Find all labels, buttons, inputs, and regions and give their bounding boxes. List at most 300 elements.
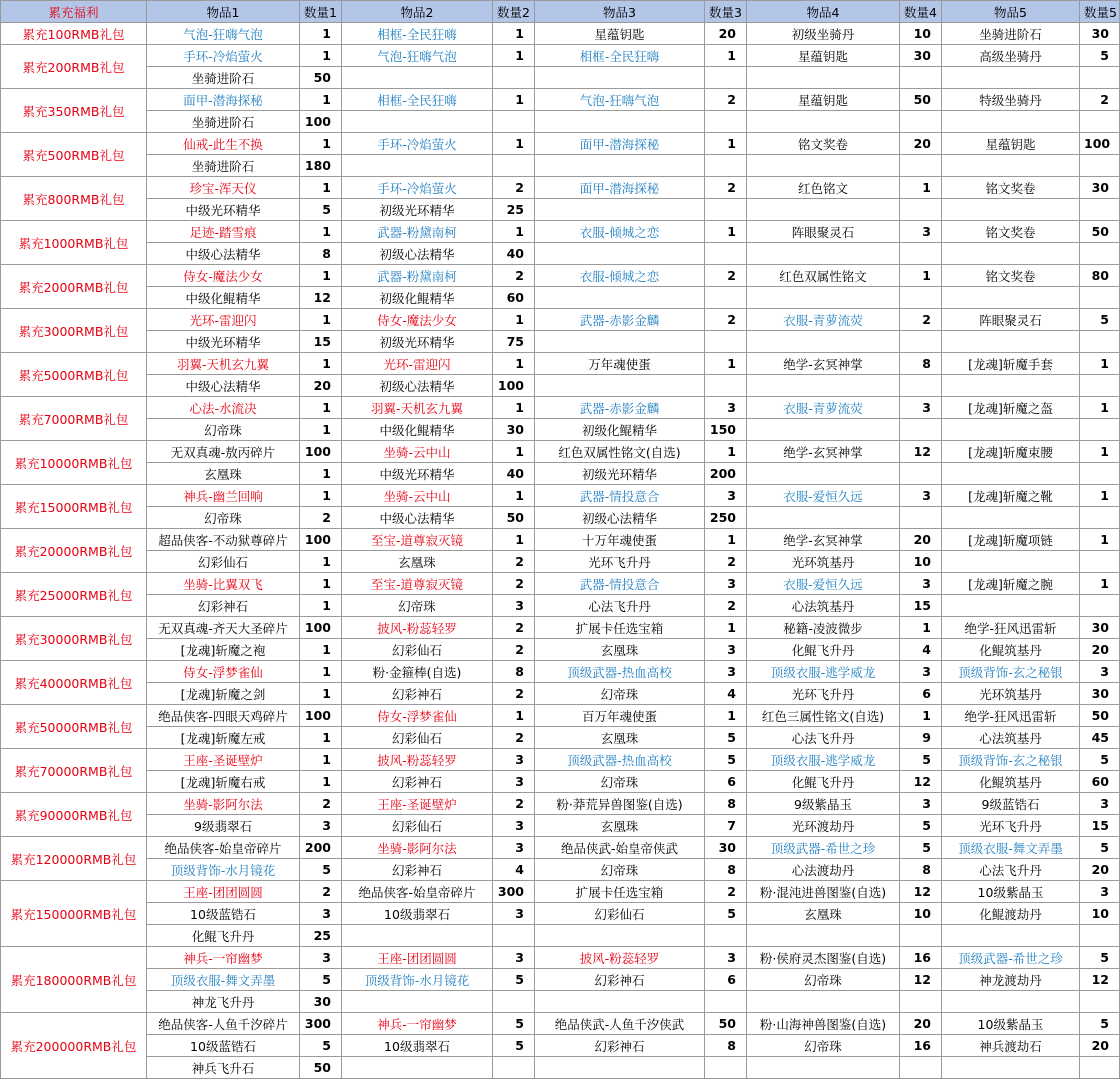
- item-cell: 心法飞升丹: [747, 727, 900, 749]
- qty-cell: 45: [1080, 727, 1120, 749]
- qty-cell: 5: [1080, 309, 1120, 331]
- item-cell: 羽翼-天机玄九翼: [147, 353, 300, 375]
- item-cell: 坐骑进阶石: [147, 67, 300, 89]
- item-cell: 武器-赤影金麟: [535, 397, 705, 419]
- qty-cell: [705, 375, 747, 397]
- qty-cell: 2: [705, 177, 747, 199]
- qty-cell: 2: [705, 551, 747, 573]
- qty-cell: 50: [1080, 705, 1120, 727]
- item-cell: 武器-情投意合: [535, 573, 705, 595]
- qty-cell: 300: [493, 881, 535, 903]
- tier-label: 累充15000RMB礼包: [1, 485, 147, 529]
- table-row: [1, 551, 1120, 573]
- qty-cell: [900, 375, 942, 397]
- item-cell: 侍女-魔法少女: [342, 309, 493, 331]
- table-row: [1, 1057, 1120, 1079]
- qty-cell: 5: [493, 1013, 535, 1035]
- item-cell: [747, 375, 900, 397]
- qty-cell: 50: [900, 89, 942, 111]
- qty-cell: 100: [300, 111, 342, 133]
- qty-cell: 16: [900, 947, 942, 969]
- table-row: [1, 705, 1120, 727]
- qty-cell: [900, 991, 942, 1013]
- qty-cell: 1: [300, 309, 342, 331]
- item-cell: 10级紫晶玉: [942, 1013, 1080, 1035]
- item-cell: [942, 595, 1080, 617]
- qty-cell: 30: [1080, 177, 1120, 199]
- item-cell: [747, 419, 900, 441]
- item-cell: 十万年魂使蛋: [535, 529, 705, 551]
- item-cell: [747, 199, 900, 221]
- item-cell: 化鲲飞升丹: [147, 925, 300, 947]
- item-cell: 王座-团团圆圆: [147, 881, 300, 903]
- item-cell: 扩展卡任选宝箱: [535, 881, 705, 903]
- tier-label: 累充2000RMB礼包: [1, 265, 147, 309]
- qty-cell: 5: [900, 837, 942, 859]
- tier-label: 累充20000RMB礼包: [1, 529, 147, 573]
- item-cell: 中级心法精华: [342, 507, 493, 529]
- item-cell: 顶级背饰-玄之秘银: [942, 749, 1080, 771]
- item-cell: [942, 991, 1080, 1013]
- qty-cell: 1: [300, 177, 342, 199]
- item-cell: 9级翡翠石: [147, 815, 300, 837]
- table-row: [1, 199, 1120, 221]
- qty-cell: 100: [300, 529, 342, 551]
- qty-cell: 1: [493, 23, 535, 45]
- item-cell: 粉·侯府灵杰图鉴(自选): [747, 947, 900, 969]
- item-cell: 顶级衣服-舞文弄墨: [147, 969, 300, 991]
- item-cell: 初级心法精华: [535, 507, 705, 529]
- qty-cell: 200: [300, 837, 342, 859]
- header-qty2: 数量2: [493, 1, 535, 23]
- item-cell: 星蕴钥匙: [942, 133, 1080, 155]
- qty-cell: 4: [900, 639, 942, 661]
- qty-cell: 7: [705, 815, 747, 837]
- header-item3: 物品3: [535, 1, 705, 23]
- qty-cell: 1: [493, 221, 535, 243]
- item-cell: 9级紫晶玉: [747, 793, 900, 815]
- item-cell: 羽翼-天机玄九翼: [342, 397, 493, 419]
- tier-label: 累充10000RMB礼包: [1, 441, 147, 485]
- table-row: [1, 23, 1120, 45]
- qty-cell: 1: [300, 573, 342, 595]
- item-cell: [942, 243, 1080, 265]
- qty-cell: 2: [705, 595, 747, 617]
- item-cell: 绝学-狂风迅雷斩: [942, 617, 1080, 639]
- item-cell: 衣服-爱恒久远: [747, 485, 900, 507]
- qty-cell: [900, 463, 942, 485]
- item-cell: 王座-圣诞壁炉: [342, 793, 493, 815]
- header-qty5: 数量5: [1080, 1, 1120, 23]
- qty-cell: [1080, 287, 1120, 309]
- item-cell: 武器-粉黛南柯: [342, 221, 493, 243]
- table-row: [1, 441, 1120, 463]
- qty-cell: [1080, 331, 1120, 353]
- header-qty4: 数量4: [900, 1, 942, 23]
- qty-cell: 3: [1080, 793, 1120, 815]
- table-row: [1, 221, 1120, 243]
- tier-label: 累充150000RMB礼包: [1, 881, 147, 947]
- item-cell: 气泡-狂嗨气泡: [342, 45, 493, 67]
- item-cell: 粉·混沌进兽图鉴(自选): [747, 881, 900, 903]
- item-cell: 武器-赤影金麟: [535, 309, 705, 331]
- table-row: [1, 903, 1120, 925]
- item-cell: 幻帝珠: [535, 859, 705, 881]
- qty-cell: 2: [493, 683, 535, 705]
- qty-cell: 2: [493, 727, 535, 749]
- item-cell: 神龙飞升丹: [147, 991, 300, 1013]
- qty-cell: 6: [705, 969, 747, 991]
- item-cell: 光环-雷迎闪: [147, 309, 300, 331]
- item-cell: 幻彩仙石: [342, 639, 493, 661]
- item-cell: 幻彩神石: [342, 683, 493, 705]
- qty-cell: 3: [705, 639, 747, 661]
- qty-cell: 100: [300, 617, 342, 639]
- qty-cell: 1: [493, 529, 535, 551]
- qty-cell: 1: [493, 89, 535, 111]
- qty-cell: 1: [300, 551, 342, 573]
- qty-cell: 3: [705, 661, 747, 683]
- item-cell: 神兵-一帘幽梦: [342, 1013, 493, 1035]
- table-row: [1, 507, 1120, 529]
- qty-cell: 1: [705, 353, 747, 375]
- qty-cell: [493, 155, 535, 177]
- item-cell: [942, 551, 1080, 573]
- qty-cell: [493, 925, 535, 947]
- qty-cell: 1: [300, 463, 342, 485]
- item-cell: [535, 1057, 705, 1079]
- item-cell: [龙魂]斩魔之剑: [147, 683, 300, 705]
- qty-cell: 1: [900, 265, 942, 287]
- qty-cell: 1: [300, 397, 342, 419]
- qty-cell: 2: [493, 551, 535, 573]
- qty-cell: 3: [300, 947, 342, 969]
- qty-cell: [493, 991, 535, 1013]
- table-row: [1, 89, 1120, 111]
- qty-cell: 10: [900, 551, 942, 573]
- tier-label: 累充120000RMB礼包: [1, 837, 147, 881]
- tier-label: 累充200RMB礼包: [1, 45, 147, 89]
- qty-cell: 1: [300, 45, 342, 67]
- item-cell: 玄凰珠: [535, 815, 705, 837]
- qty-cell: 20: [1080, 859, 1120, 881]
- item-cell: [342, 1057, 493, 1079]
- item-cell: 中级化鲲精华: [342, 419, 493, 441]
- qty-cell: 5: [493, 1035, 535, 1057]
- qty-cell: 2: [300, 793, 342, 815]
- item-cell: [942, 375, 1080, 397]
- item-cell: [342, 991, 493, 1013]
- item-cell: 心法渡劫丹: [747, 859, 900, 881]
- item-cell: 武器-粉黛南柯: [342, 265, 493, 287]
- qty-cell: 1: [1080, 353, 1120, 375]
- qty-cell: 16: [900, 1035, 942, 1057]
- item-cell: 铭文奖卷: [747, 133, 900, 155]
- qty-cell: 1: [1080, 485, 1120, 507]
- qty-cell: 60: [1080, 771, 1120, 793]
- item-cell: 光环飞升丹: [535, 551, 705, 573]
- table-row: [1, 793, 1120, 815]
- qty-cell: 5: [705, 903, 747, 925]
- item-cell: 星蕴钥匙: [747, 45, 900, 67]
- qty-cell: 80: [1080, 265, 1120, 287]
- qty-cell: 8: [705, 793, 747, 815]
- item-cell: 幻帝珠: [747, 1035, 900, 1057]
- header-item1: 物品1: [147, 1, 300, 23]
- item-cell: [942, 155, 1080, 177]
- qty-cell: 3: [493, 815, 535, 837]
- header-item4: 物品4: [747, 1, 900, 23]
- item-cell: 初级光环精华: [342, 199, 493, 221]
- table-row: [1, 881, 1120, 903]
- item-cell: 幻彩仙石: [535, 903, 705, 925]
- item-cell: [535, 155, 705, 177]
- qty-cell: 5: [900, 815, 942, 837]
- qty-cell: 20: [1080, 639, 1120, 661]
- qty-cell: [705, 331, 747, 353]
- table-row: [1, 947, 1120, 969]
- item-cell: [942, 67, 1080, 89]
- item-cell: 王座-团团圆圆: [342, 947, 493, 969]
- qty-cell: [900, 243, 942, 265]
- item-cell: 初级心法精华: [342, 243, 493, 265]
- item-cell: 神兵飞升石: [147, 1057, 300, 1079]
- item-cell: [535, 243, 705, 265]
- table-row: [1, 969, 1120, 991]
- qty-cell: [1080, 925, 1120, 947]
- qty-cell: [1080, 1057, 1120, 1079]
- item-cell: 玄凰珠: [747, 903, 900, 925]
- qty-cell: 1: [900, 617, 942, 639]
- table-row: [1, 45, 1120, 67]
- qty-cell: 8: [705, 859, 747, 881]
- item-cell: 披风-粉蕊轻罗: [535, 947, 705, 969]
- item-cell: [747, 925, 900, 947]
- item-cell: 10级翡翠石: [342, 903, 493, 925]
- item-cell: 衣服-倾城之恋: [535, 265, 705, 287]
- item-cell: 9级蓝锆石: [942, 793, 1080, 815]
- qty-cell: 5: [705, 749, 747, 771]
- qty-cell: 3: [900, 485, 942, 507]
- qty-cell: [900, 1057, 942, 1079]
- qty-cell: 5: [1080, 1013, 1120, 1035]
- tier-label: 累充350RMB礼包: [1, 89, 147, 133]
- qty-cell: [705, 111, 747, 133]
- qty-cell: 3: [705, 573, 747, 595]
- item-cell: [龙魂]斩魔左戒: [147, 727, 300, 749]
- item-cell: 中级心法精华: [147, 243, 300, 265]
- item-cell: 手环-冷焰萤火: [147, 45, 300, 67]
- qty-cell: 1: [900, 705, 942, 727]
- item-cell: 心法筑基丹: [942, 727, 1080, 749]
- tier-label: 累充70000RMB礼包: [1, 749, 147, 793]
- item-cell: 心法-水流决: [147, 397, 300, 419]
- item-cell: 顶级武器-希世之珍: [942, 947, 1080, 969]
- qty-cell: [900, 287, 942, 309]
- item-cell: 衣服-爱恒久远: [747, 573, 900, 595]
- item-cell: [龙魂]斩魔之盔: [942, 397, 1080, 419]
- item-cell: 10级蓝锆石: [147, 1035, 300, 1057]
- item-cell: 铭文奖卷: [942, 265, 1080, 287]
- table-row: [1, 573, 1120, 595]
- qty-cell: 1: [300, 639, 342, 661]
- item-cell: 神兵-幽兰回响: [147, 485, 300, 507]
- tier-label: 累充500RMB礼包: [1, 133, 147, 177]
- tier-label: 累充40000RMB礼包: [1, 661, 147, 705]
- item-cell: 初级化鲲精华: [535, 419, 705, 441]
- qty-cell: 20: [1080, 1035, 1120, 1057]
- tier-label: 累充1000RMB礼包: [1, 221, 147, 265]
- item-cell: 王座-圣诞壁炉: [147, 749, 300, 771]
- qty-cell: 3: [705, 397, 747, 419]
- item-cell: 坐骑进阶石: [942, 23, 1080, 45]
- item-cell: [342, 111, 493, 133]
- qty-cell: 3: [900, 397, 942, 419]
- item-cell: 10级紫晶玉: [942, 881, 1080, 903]
- qty-cell: 5: [300, 859, 342, 881]
- qty-cell: 2: [300, 507, 342, 529]
- qty-cell: 2: [705, 881, 747, 903]
- qty-cell: 5: [1080, 45, 1120, 67]
- qty-cell: [705, 199, 747, 221]
- item-cell: 中级光环精华: [147, 199, 300, 221]
- item-cell: 绝品侠客-四眼天鸡碎片: [147, 705, 300, 727]
- table-row: [1, 67, 1120, 89]
- qty-cell: 12: [900, 441, 942, 463]
- item-cell: [342, 925, 493, 947]
- qty-cell: 1: [1080, 397, 1120, 419]
- item-cell: [747, 243, 900, 265]
- qty-cell: 30: [705, 837, 747, 859]
- qty-cell: [1080, 67, 1120, 89]
- qty-cell: [493, 1057, 535, 1079]
- qty-cell: 2: [493, 793, 535, 815]
- qty-cell: 1: [300, 353, 342, 375]
- item-cell: 初级坐骑丹: [747, 23, 900, 45]
- qty-cell: 3: [900, 221, 942, 243]
- qty-cell: 25: [493, 199, 535, 221]
- qty-cell: 4: [493, 859, 535, 881]
- qty-cell: 1: [493, 397, 535, 419]
- qty-cell: 1: [300, 661, 342, 683]
- item-cell: 无双真魂-敖丙碎片: [147, 441, 300, 463]
- table-row: [1, 243, 1120, 265]
- item-cell: [535, 199, 705, 221]
- item-cell: [535, 287, 705, 309]
- item-cell: [747, 507, 900, 529]
- item-cell: [942, 331, 1080, 353]
- item-cell: 衣服-青萝流荧: [747, 397, 900, 419]
- item-cell: 顶级武器-热血高校: [535, 661, 705, 683]
- item-cell: 顶级武器-热血高校: [535, 749, 705, 771]
- item-cell: 面甲-潜海探秘: [147, 89, 300, 111]
- item-cell: 仙戒-此生不换: [147, 133, 300, 155]
- item-cell: 坐骑-比翼双飞: [147, 573, 300, 595]
- item-cell: [535, 67, 705, 89]
- item-cell: 坐骑-影阿尔法: [147, 793, 300, 815]
- item-cell: [942, 925, 1080, 947]
- item-cell: 光环-雷迎闪: [342, 353, 493, 375]
- qty-cell: 3: [1080, 881, 1120, 903]
- qty-cell: 10: [900, 23, 942, 45]
- item-cell: 心法筑基丹: [747, 595, 900, 617]
- qty-cell: [705, 243, 747, 265]
- qty-cell: 3: [900, 573, 942, 595]
- qty-cell: [1080, 991, 1120, 1013]
- item-cell: 阵眼聚灵石: [942, 309, 1080, 331]
- item-cell: 气泡-狂嗨气泡: [147, 23, 300, 45]
- qty-cell: 1: [705, 441, 747, 463]
- item-cell: 化鲲渡劫丹: [942, 903, 1080, 925]
- table-row: [1, 617, 1120, 639]
- item-cell: 超品侠客-不动狱尊碎片: [147, 529, 300, 551]
- qty-cell: [705, 155, 747, 177]
- item-cell: 光环渡劫丹: [747, 815, 900, 837]
- qty-cell: 5: [900, 749, 942, 771]
- qty-cell: 2: [705, 309, 747, 331]
- item-cell: 高级坐骑丹: [942, 45, 1080, 67]
- item-cell: 神兵渡劫石: [942, 1035, 1080, 1057]
- table-row: [1, 463, 1120, 485]
- qty-cell: [900, 111, 942, 133]
- item-cell: [342, 155, 493, 177]
- tier-label: 累充3000RMB礼包: [1, 309, 147, 353]
- item-cell: 衣服-倾城之恋: [535, 221, 705, 243]
- qty-cell: 3: [1080, 661, 1120, 683]
- qty-cell: 5: [1080, 749, 1120, 771]
- qty-cell: 2: [300, 881, 342, 903]
- qty-cell: 1: [300, 23, 342, 45]
- qty-cell: 30: [493, 419, 535, 441]
- item-cell: 玄凰珠: [147, 463, 300, 485]
- item-cell: 坐骑进阶石: [147, 155, 300, 177]
- item-cell: 化鲲飞升丹: [747, 639, 900, 661]
- item-cell: 幻彩神石: [535, 969, 705, 991]
- qty-cell: 20: [900, 133, 942, 155]
- qty-cell: 8: [900, 353, 942, 375]
- qty-cell: 15: [900, 595, 942, 617]
- item-cell: 幻彩神石: [535, 1035, 705, 1057]
- qty-cell: 1: [493, 133, 535, 155]
- qty-cell: 40: [493, 463, 535, 485]
- qty-cell: 1: [493, 705, 535, 727]
- table-row: [1, 309, 1120, 331]
- qty-cell: 12: [300, 287, 342, 309]
- item-cell: 化鲲筑基丹: [942, 771, 1080, 793]
- qty-cell: 3: [300, 815, 342, 837]
- qty-cell: 6: [900, 683, 942, 705]
- qty-cell: 2: [493, 617, 535, 639]
- item-cell: [942, 507, 1080, 529]
- qty-cell: 1: [300, 749, 342, 771]
- item-cell: 坐骑-影阿尔法: [342, 837, 493, 859]
- qty-cell: 1: [300, 221, 342, 243]
- item-cell: 顶级衣服-逃学威龙: [747, 749, 900, 771]
- table-row: [1, 683, 1120, 705]
- qty-cell: 12: [900, 771, 942, 793]
- qty-cell: 1: [300, 595, 342, 617]
- qty-cell: 30: [1080, 617, 1120, 639]
- qty-cell: 5: [705, 727, 747, 749]
- item-cell: [942, 1057, 1080, 1079]
- item-cell: 手环-冷焰萤火: [342, 177, 493, 199]
- qty-cell: 2: [493, 573, 535, 595]
- qty-cell: 250: [705, 507, 747, 529]
- item-cell: 百万年魂使蛋: [535, 705, 705, 727]
- item-cell: 坐骑-云中山: [342, 485, 493, 507]
- item-cell: [747, 991, 900, 1013]
- qty-cell: 1: [1080, 441, 1120, 463]
